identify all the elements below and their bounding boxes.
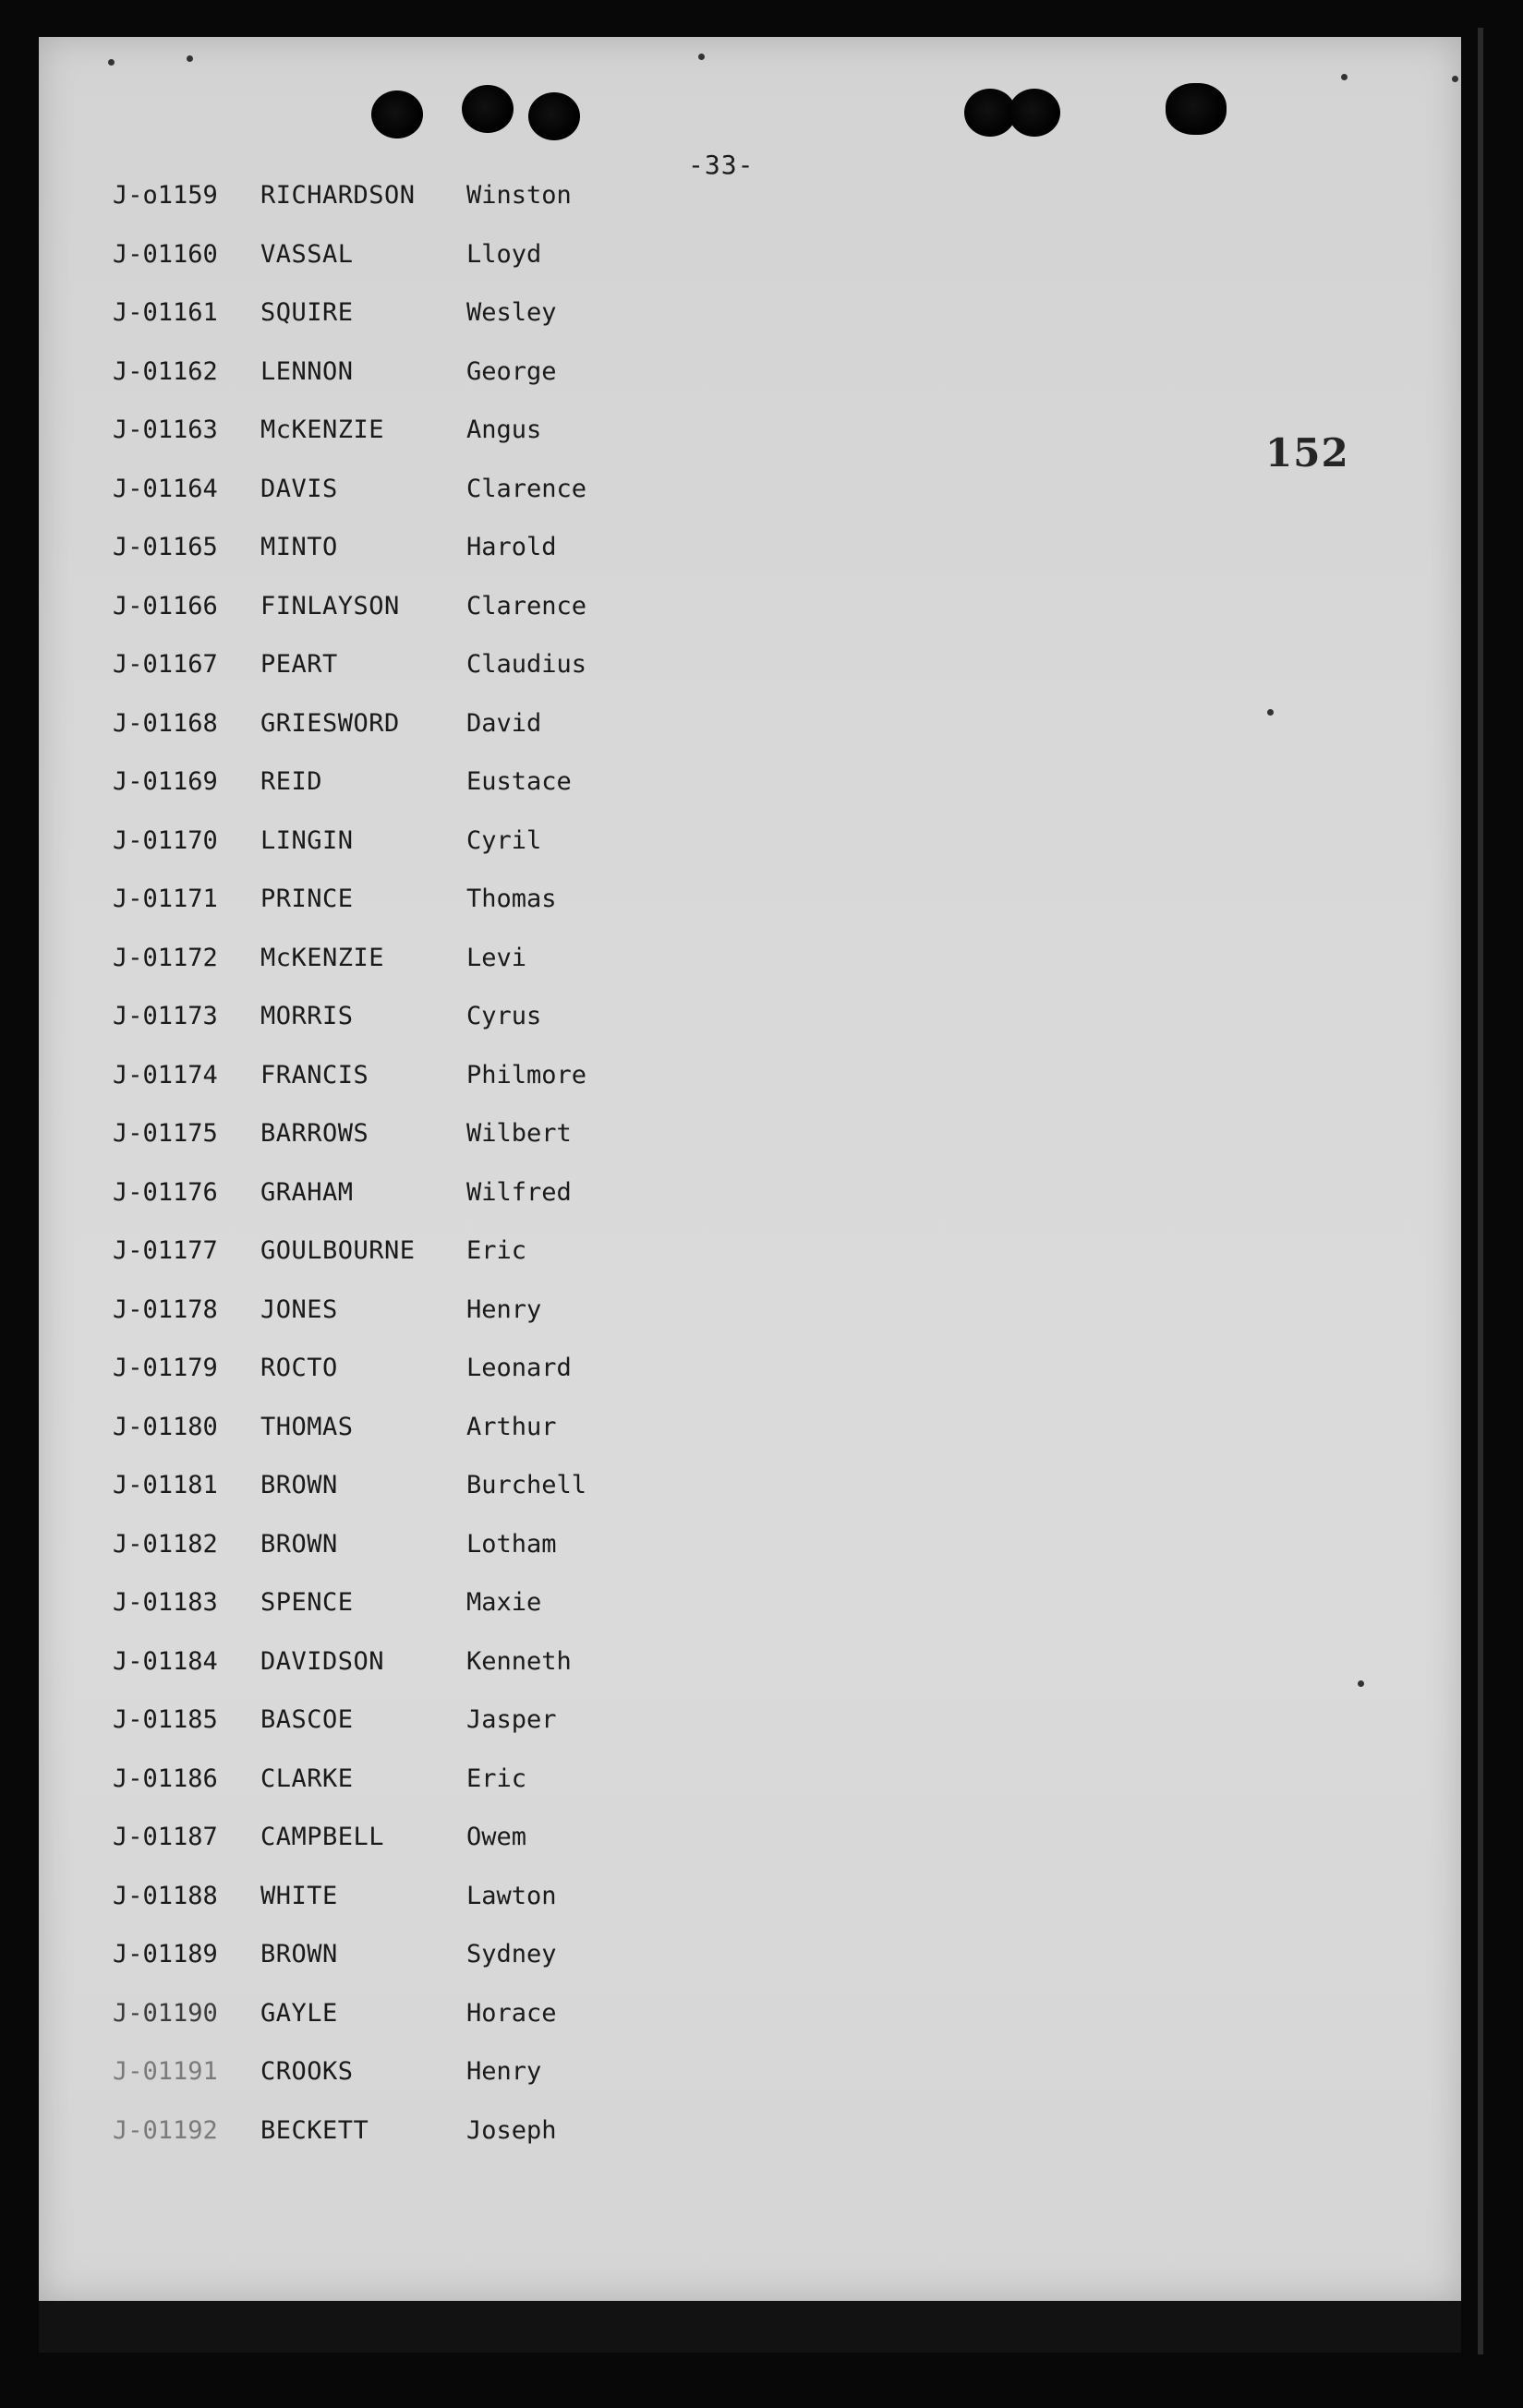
roster-row <box>109 2048 682 2107</box>
service-number: J-o1159 <box>113 181 218 210</box>
surname: ROCTO <box>260 1354 338 1382</box>
surname: MORRIS <box>260 1002 354 1030</box>
service-number: J-01183 <box>113 1588 218 1617</box>
roster-row <box>109 1696 682 1755</box>
surname: DAVIS <box>260 474 338 503</box>
roster-row <box>109 465 682 524</box>
service-number: J-01179 <box>113 1354 218 1382</box>
given-name: Sydney <box>466 1940 557 1969</box>
roster-row <box>109 1403 682 1463</box>
roster-row <box>109 1521 682 1580</box>
service-number: J-01167 <box>113 650 218 679</box>
surname: JONES <box>260 1294 338 1324</box>
roster-row <box>109 1990 682 2049</box>
given-name: Wilfred <box>466 1177 572 1207</box>
surname: BROWN <box>260 1471 338 1499</box>
service-number: J-01178 <box>113 1294 218 1324</box>
service-number: J-01173 <box>113 1002 218 1030</box>
service-number: J-01169 <box>113 767 218 796</box>
ink-speck <box>108 59 115 66</box>
surname: GRAHAM <box>260 1177 354 1207</box>
roster-row <box>109 1638 682 1697</box>
surname: MINTO <box>260 533 338 561</box>
service-number: J-01181 <box>113 1471 218 1499</box>
roster-row <box>109 1169 682 1228</box>
surname: FINLAYSON <box>260 591 400 620</box>
given-name: David <box>466 708 542 738</box>
service-number-roster <box>109 172 682 2165</box>
given-name: Eric <box>466 1764 527 1793</box>
surname: THOMAS <box>260 1412 354 1441</box>
service-number: J-01189 <box>113 1940 218 1969</box>
given-name: Cyril <box>466 825 542 855</box>
roster-row <box>109 172 682 231</box>
service-number: J-01191 <box>113 2057 218 2086</box>
given-name: Thomas <box>466 885 557 913</box>
surname: BARROWS <box>260 1119 369 1148</box>
service-number: J-01164 <box>113 474 218 503</box>
service-number: J-01168 <box>113 708 218 738</box>
roster-row <box>109 758 682 817</box>
given-name: Burchell <box>466 1471 587 1499</box>
given-name: Lawton <box>466 1881 557 1910</box>
service-number: J-01190 <box>113 1998 218 2028</box>
surname: LINGIN <box>260 825 354 855</box>
ink-speck <box>1452 76 1458 82</box>
service-number: J-01192 <box>113 2115 218 2145</box>
roster-row <box>109 406 682 465</box>
service-number: J-01163 <box>113 415 218 444</box>
service-number: J-01175 <box>113 1119 218 1148</box>
given-name: Henry <box>466 1294 542 1324</box>
punch-hole <box>1009 89 1060 137</box>
given-name: Leonard <box>466 1354 572 1382</box>
given-name: Joseph <box>466 2115 557 2145</box>
given-name: Arthur <box>466 1412 557 1441</box>
surname: BROWN <box>260 1529 338 1559</box>
surname: McKENZIE <box>260 943 385 972</box>
surname: FRANCIS <box>260 1060 369 1090</box>
service-number: J-01165 <box>113 533 218 561</box>
roster-row <box>109 289 682 348</box>
surname: LENNON <box>260 356 354 386</box>
roster-row <box>109 700 682 759</box>
given-name: Horace <box>466 1998 557 2028</box>
roster-row <box>109 1052 682 1111</box>
surname: RICHARDSON <box>260 181 416 210</box>
given-name: Eric <box>466 1236 527 1265</box>
surname: VASSAL <box>260 239 354 269</box>
surname: GRIESWORD <box>260 708 400 738</box>
given-name: Philmore <box>466 1060 587 1090</box>
ink-speck <box>187 55 193 62</box>
surname: BECKETT <box>260 2115 369 2145</box>
service-number: J-01170 <box>113 825 218 855</box>
roster-row <box>109 524 682 583</box>
surname: McKENZIE <box>260 415 385 444</box>
roster-row <box>109 1755 682 1814</box>
service-number: J-01171 <box>113 885 218 913</box>
service-number: J-01176 <box>113 1177 218 1207</box>
given-name: Lotham <box>466 1529 557 1559</box>
roster-row <box>109 641 682 700</box>
roster-row <box>109 2107 682 2166</box>
service-number: J-01174 <box>113 1060 218 1090</box>
service-number: J-01182 <box>113 1529 218 1559</box>
given-name: George <box>466 356 557 386</box>
roster-row <box>109 1462 682 1521</box>
service-number: J-01180 <box>113 1412 218 1441</box>
surname: BROWN <box>260 1940 338 1969</box>
ink-speck <box>1358 1680 1364 1687</box>
surname: GOULBOURNE <box>260 1236 416 1265</box>
given-name: Eustace <box>466 767 572 796</box>
given-name: Lloyd <box>466 239 542 269</box>
given-name: Henry <box>466 2057 542 2086</box>
roster-row <box>109 583 682 642</box>
given-name: Clarence <box>466 591 587 620</box>
stamped-folio-number: 152 <box>1265 430 1349 476</box>
surname: CAMPBELL <box>260 1823 385 1851</box>
roster-row <box>109 993 682 1052</box>
given-name: Angus <box>466 415 542 444</box>
service-number: J-01186 <box>113 1764 218 1793</box>
service-number: J-01161 <box>113 298 218 327</box>
roster-row <box>109 1931 682 1990</box>
given-name: Wesley <box>466 298 557 327</box>
scan-bottom-edge <box>39 2301 1461 2353</box>
surname: PRINCE <box>260 885 354 913</box>
punch-hole <box>1166 83 1227 135</box>
punch-hole <box>462 85 514 133</box>
given-name: Winston <box>466 181 572 210</box>
given-name: Kenneth <box>466 1646 572 1676</box>
service-number: J-01160 <box>113 239 218 269</box>
given-name: Maxie <box>466 1588 542 1617</box>
roster-row <box>109 817 682 876</box>
roster-row <box>109 934 682 993</box>
surname: PEART <box>260 650 338 679</box>
roster-row <box>109 1872 682 1932</box>
given-name: Cyrus <box>466 1002 542 1030</box>
roster-row <box>109 348 682 407</box>
roster-row <box>109 231 682 290</box>
surname: GAYLE <box>260 1998 338 2028</box>
roster-row <box>109 1227 682 1286</box>
surname: SQUIRE <box>260 298 354 327</box>
ink-speck <box>1341 74 1348 80</box>
surname: BASCOE <box>260 1705 354 1734</box>
service-number: J-01172 <box>113 943 218 972</box>
ink-speck <box>1267 709 1274 716</box>
ink-speck <box>698 54 705 60</box>
page-number: -33- <box>688 150 755 180</box>
given-name: Claudius <box>466 650 587 679</box>
given-name: Jasper <box>466 1705 557 1734</box>
surname: CROOKS <box>260 2057 354 2086</box>
given-name: Clarence <box>466 474 587 503</box>
surname: REID <box>260 767 323 796</box>
given-name: Wilbert <box>466 1119 572 1148</box>
roster-row <box>109 875 682 934</box>
service-number: J-01177 <box>113 1236 218 1265</box>
surname: SPENCE <box>260 1588 354 1617</box>
roster-row <box>109 1110 682 1169</box>
service-number: J-01187 <box>113 1823 218 1851</box>
punch-hole <box>371 90 423 138</box>
service-number: J-01188 <box>113 1881 218 1910</box>
roster-row <box>109 1344 682 1403</box>
scan-edge-stripe <box>1478 28 1483 2354</box>
given-name: Owem <box>466 1823 527 1851</box>
roster-row <box>109 1579 682 1638</box>
surname: CLARKE <box>260 1764 354 1793</box>
service-number: J-01184 <box>113 1646 218 1676</box>
service-number: J-01162 <box>113 356 218 386</box>
punch-hole <box>528 92 580 140</box>
service-number: J-01185 <box>113 1705 218 1734</box>
roster-row <box>109 1286 682 1345</box>
given-name: Levi <box>466 943 527 972</box>
surname: DAVIDSON <box>260 1646 385 1676</box>
service-number: J-01166 <box>113 591 218 620</box>
given-name: Harold <box>466 533 557 561</box>
surname: WHITE <box>260 1881 338 1910</box>
roster-row <box>109 1813 682 1872</box>
